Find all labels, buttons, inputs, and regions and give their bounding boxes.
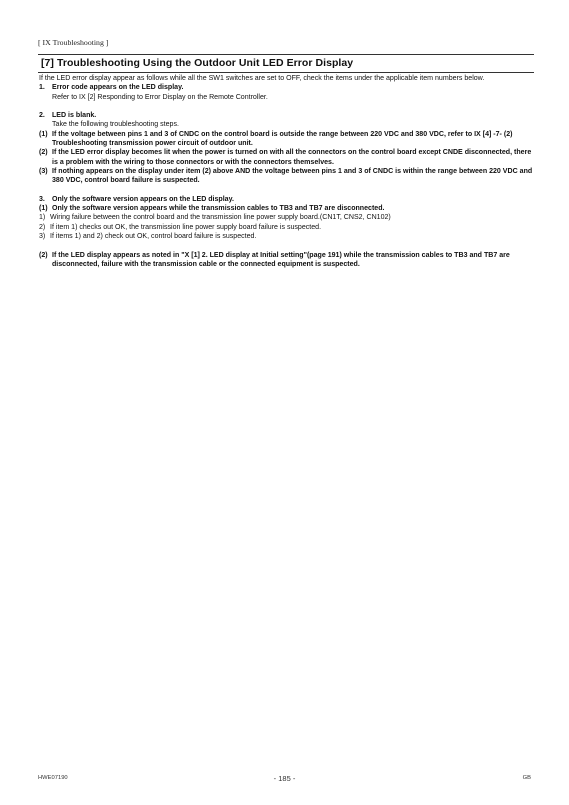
item-1-heading-text: Error code appears on the LED display. bbox=[52, 84, 184, 92]
footer-region: GB bbox=[522, 775, 531, 781]
item-2-sub-3 bbox=[39, 167, 539, 186]
item-3-sub-2-text: If the LED display appears as noted in "X [1] 2. LED display at Initial setting"(page 191) while the transmission cables to TB3 and TB7 are disconnected, failure with the transmission cable or the connected equipment is suspected. bbox=[52, 251, 510, 268]
item-2-sub-3-text: If nothing appears on the display under item (2) above AND the voltage between pins 1 and 3 of CNDC is within the range between 220 VDC and 380 VDC, control board failure is suspected. bbox=[52, 167, 533, 185]
item-3-step-3 bbox=[39, 232, 539, 241]
item-3-step-1-text: Wiring failure between the control board and the transmission line power supply board.(CN1T, CNS2, CN102) bbox=[50, 214, 391, 222]
item-2-heading-text: LED is blank. bbox=[52, 112, 97, 120]
item-2-sub-2 bbox=[39, 148, 539, 167]
item-1-heading bbox=[39, 83, 539, 92]
item-2-text: Take the following troubleshooting steps. bbox=[52, 121, 179, 129]
item-2-sub-2-text: If the LED error display becomes lit when the power is turned on with all the connectors on the control board except CNDE disconnected, there is a problem with the wiring to those connectors or with the connectors themselves. bbox=[52, 149, 532, 166]
item-3-number: 3. bbox=[39, 195, 45, 203]
item-3-step-2 bbox=[39, 223, 539, 232]
item-3-heading-text: Only the software version appears on the LED display. bbox=[52, 195, 234, 203]
item-1-text: Refer to IX [2] Responding to Error Display on the Remote Controller. bbox=[52, 93, 268, 101]
document-body bbox=[39, 74, 539, 269]
item-3-step-2-number: 2) bbox=[39, 223, 46, 231]
item-2-heading bbox=[39, 111, 539, 120]
footer-doc-code: HWE07190 bbox=[38, 775, 68, 781]
section-header: [ IX Troubleshooting ] bbox=[38, 38, 109, 47]
item-3-sub-1 bbox=[39, 204, 539, 213]
item-3-sub-2 bbox=[39, 251, 539, 270]
item-2-sub-1 bbox=[39, 130, 539, 149]
item-3-sub-1-number: (1) bbox=[39, 205, 48, 213]
footer-page-number: - 185 - bbox=[273, 774, 296, 783]
section-title: [7] Troubleshooting Using the Outdoor Unit LED Error Display bbox=[41, 57, 354, 69]
item-2-sub-3-number: (3) bbox=[39, 167, 48, 175]
item-3-sub-2-number: (2) bbox=[39, 251, 48, 259]
item-3-step-3-number: 3) bbox=[39, 233, 46, 241]
item-3-heading bbox=[39, 195, 539, 204]
item-1-number: 1. bbox=[39, 84, 45, 92]
item-2-sub-1-number: (1) bbox=[39, 130, 48, 138]
item-3-sub-1-text: Only the software version appears while the transmission cables to TB3 and TB7 are disconnected. bbox=[52, 205, 385, 213]
item-3-step-3-text: If items 1) and 2) check out OK, control board failure is suspected. bbox=[50, 233, 257, 241]
section-title-bar bbox=[38, 54, 534, 73]
item-3-step-2-text: If item 1) checks out OK, the transmission line power supply board failure is suspected. bbox=[50, 223, 322, 231]
item-3-step-1-number: 1) bbox=[39, 214, 46, 222]
item-3-step-1 bbox=[39, 213, 539, 222]
item-2-sub-2-number: (2) bbox=[39, 149, 48, 157]
item-2-number: 2. bbox=[39, 112, 45, 120]
item-2-sub-1-text: If the voltage between pins 1 and 3 of CNDC on the control board is outside the range between 220 VDC and 380 VDC, refer to IX [4] -7- (2) Troubleshooting transmission power circuit of outdoor unit. bbox=[52, 130, 513, 148]
intro-paragraph: If the LED error display appear as follows while all the SW1 switches are set to OFF, check the items under the applicable item numbers below. bbox=[39, 75, 485, 82]
